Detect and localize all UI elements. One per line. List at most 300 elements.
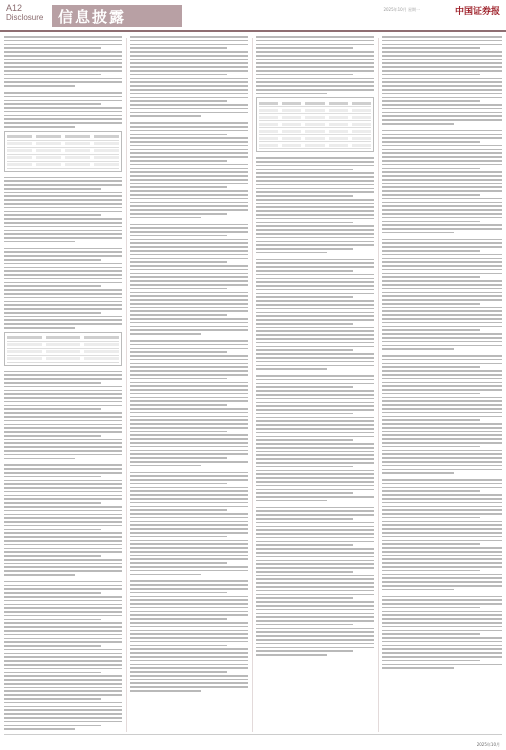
text-line <box>382 378 502 380</box>
text-line <box>130 400 248 402</box>
text-line <box>130 171 248 173</box>
text-line <box>4 390 122 392</box>
text-line <box>256 560 374 562</box>
text-line <box>4 263 122 265</box>
text-line <box>130 416 248 418</box>
text-line <box>382 307 502 309</box>
text-line <box>4 634 122 636</box>
text-line <box>382 261 502 263</box>
text-line <box>4 122 122 124</box>
text-line <box>4 188 101 190</box>
table-cell <box>282 116 301 119</box>
text-line <box>130 97 248 99</box>
text-line <box>256 556 374 558</box>
text-line <box>4 502 101 504</box>
text-line <box>382 589 454 591</box>
text-line <box>382 648 502 650</box>
text-line <box>4 548 122 550</box>
text-line <box>256 312 374 314</box>
text-line <box>382 292 502 294</box>
text-line <box>382 250 480 252</box>
text-line <box>256 244 374 246</box>
text-line <box>4 278 122 280</box>
text-line <box>130 385 248 387</box>
text-line <box>382 100 480 102</box>
text-line <box>256 552 374 554</box>
table-cell <box>352 116 371 119</box>
text-line <box>130 122 248 124</box>
text-line <box>382 341 502 343</box>
text-line <box>256 74 353 76</box>
text-line <box>4 529 101 531</box>
text-line <box>4 222 122 224</box>
text-line <box>130 599 248 601</box>
text-line <box>130 562 227 564</box>
text-line <box>4 690 122 692</box>
text-line <box>130 543 248 545</box>
table-cell <box>36 149 61 152</box>
text-line <box>382 276 480 278</box>
text-line <box>4 725 101 727</box>
text-line <box>130 224 248 226</box>
text-line <box>382 47 480 49</box>
column-divider <box>252 38 253 732</box>
text-line <box>130 517 248 519</box>
text-line <box>382 660 480 662</box>
text-line <box>130 423 248 425</box>
text-line <box>256 203 374 205</box>
text-line <box>130 641 248 643</box>
text-line <box>130 633 248 635</box>
text-line <box>382 130 502 132</box>
text-line <box>382 446 480 448</box>
text-line <box>256 613 374 615</box>
text-line <box>382 310 502 312</box>
text-line <box>130 479 248 481</box>
text-line <box>130 145 248 147</box>
table-cell <box>84 343 119 346</box>
text-line <box>256 432 374 434</box>
text-line <box>256 188 374 190</box>
text-line <box>4 301 122 303</box>
text-line <box>130 427 248 429</box>
text-line <box>130 431 227 433</box>
text-line <box>130 295 248 297</box>
text-line <box>4 180 122 182</box>
text-line <box>382 78 502 80</box>
text-line <box>4 177 122 179</box>
text-line <box>4 468 122 470</box>
data-table <box>4 332 122 366</box>
text-line <box>4 702 122 704</box>
text-line <box>130 389 248 391</box>
text-line <box>130 596 248 598</box>
text-line <box>130 198 248 200</box>
text-line <box>4 517 122 519</box>
text-line <box>382 209 502 211</box>
text-line <box>256 620 374 622</box>
text-line <box>382 239 502 241</box>
text-line <box>4 203 122 205</box>
text-line <box>382 265 502 267</box>
text-line <box>256 172 374 174</box>
text-line <box>130 74 227 76</box>
text-line <box>256 447 374 449</box>
text-line <box>130 494 248 496</box>
text-line <box>130 622 248 624</box>
text-line <box>130 47 227 49</box>
text-line <box>4 233 122 235</box>
text-line <box>130 412 248 414</box>
text-line <box>382 97 502 99</box>
text-line <box>382 412 502 414</box>
table-cell <box>7 357 42 360</box>
text-line <box>382 329 480 331</box>
text-line <box>382 483 502 485</box>
text-line <box>4 683 122 685</box>
text-column-4 <box>382 36 502 734</box>
text-line <box>256 394 374 396</box>
text-line <box>256 323 353 325</box>
text-line <box>130 547 248 549</box>
text-line <box>130 652 248 654</box>
text-line <box>4 442 122 444</box>
text-line <box>4 458 75 460</box>
text-line <box>256 222 353 224</box>
text-line <box>4 405 122 407</box>
text-line <box>4 675 122 677</box>
text-line <box>130 438 248 440</box>
text-line <box>4 717 122 719</box>
text-line <box>256 176 374 178</box>
text-line <box>130 59 248 61</box>
text-line <box>256 346 374 348</box>
table-row <box>259 128 371 135</box>
text-line <box>256 436 374 438</box>
text-line <box>130 528 248 530</box>
text-line <box>4 649 122 651</box>
text-line <box>130 194 248 196</box>
text-line <box>4 660 122 662</box>
newspaper-name: 中国证券报 <box>454 7 500 17</box>
text-line <box>382 202 502 204</box>
text-line <box>382 487 502 489</box>
text-line <box>256 85 374 87</box>
table-cell <box>7 135 32 138</box>
text-line <box>4 103 101 105</box>
text-line <box>382 175 502 177</box>
text-line <box>382 614 502 616</box>
text-line <box>4 574 75 576</box>
text-line <box>130 566 248 568</box>
text-line <box>256 281 374 283</box>
text-line <box>130 179 248 181</box>
text-line <box>382 108 502 110</box>
text-line <box>4 706 122 708</box>
text-line <box>256 628 374 630</box>
text-line <box>256 417 374 419</box>
table-cell <box>352 137 371 140</box>
text-line <box>256 315 374 317</box>
table-cell <box>94 135 119 138</box>
text-line <box>382 536 502 538</box>
text-line <box>382 558 502 560</box>
text-line <box>256 319 374 321</box>
table-row <box>7 162 119 169</box>
text-line <box>256 365 374 367</box>
text-line <box>4 619 101 621</box>
text-line <box>4 510 122 512</box>
table-cell <box>282 109 301 112</box>
text-line <box>256 514 374 516</box>
text-line <box>382 611 502 613</box>
text-line <box>4 401 122 403</box>
text-line <box>130 648 248 650</box>
text-line <box>130 329 248 331</box>
text-line <box>4 293 122 295</box>
text-line <box>382 55 502 57</box>
text-line <box>130 307 248 309</box>
text-line <box>256 191 374 193</box>
table-cell <box>329 144 348 147</box>
text-line <box>130 310 248 312</box>
text-line <box>130 363 248 365</box>
table-cell <box>259 116 278 119</box>
text-line <box>4 566 122 568</box>
text-line <box>256 330 374 332</box>
table-cell <box>329 130 348 133</box>
text-line <box>382 664 502 666</box>
table-cell <box>65 156 90 159</box>
text-line <box>4 454 122 456</box>
text-line <box>382 213 502 215</box>
table-cell <box>329 116 348 119</box>
text-line <box>382 528 502 530</box>
text-line <box>256 454 374 456</box>
text-line <box>130 254 248 256</box>
text-line <box>4 282 122 284</box>
header-meta: 2025年10月 星期一 <box>383 7 420 12</box>
text-line <box>4 289 122 291</box>
text-line <box>130 370 248 372</box>
text-line <box>256 485 374 487</box>
text-line <box>130 374 248 376</box>
text-line <box>382 221 480 223</box>
text-line <box>4 111 122 113</box>
text-line <box>130 656 248 658</box>
text-line <box>382 389 502 391</box>
text-line <box>382 645 502 647</box>
text-line <box>130 555 248 557</box>
text-line <box>256 338 374 340</box>
text-line <box>382 524 502 526</box>
text-line <box>382 164 502 166</box>
table-cell <box>282 144 301 147</box>
text-line <box>130 213 227 215</box>
text-line <box>130 280 248 282</box>
text-line <box>130 434 248 436</box>
text-line <box>382 295 502 297</box>
text-line <box>130 318 248 320</box>
text-line <box>4 393 122 395</box>
text-line <box>4 386 122 388</box>
text-line <box>4 464 122 466</box>
text-line <box>382 408 502 410</box>
text-line <box>256 544 353 546</box>
text-line <box>256 507 374 509</box>
text-line <box>256 533 374 535</box>
text-line <box>4 653 122 655</box>
article-body <box>4 36 502 734</box>
table-row <box>259 114 371 121</box>
text-line <box>4 641 122 643</box>
text-line <box>256 266 374 268</box>
text-line <box>4 397 122 399</box>
text-line <box>4 308 122 310</box>
text-line <box>4 480 122 482</box>
text-line <box>130 671 227 673</box>
text-line <box>382 393 480 395</box>
text-line <box>4 491 122 493</box>
text-line <box>382 194 480 196</box>
text-line <box>382 85 502 87</box>
text-line <box>130 513 248 515</box>
text-line <box>382 156 502 158</box>
text-line <box>256 594 374 596</box>
text-line <box>382 198 502 200</box>
text-line <box>256 420 374 422</box>
text-line <box>382 469 502 471</box>
text-line <box>382 59 502 61</box>
text-line <box>130 660 248 662</box>
text-line <box>256 270 353 272</box>
text-line <box>256 361 374 363</box>
text-line <box>256 44 374 46</box>
text-line <box>256 368 327 370</box>
text-line <box>382 574 502 576</box>
table-row <box>7 335 119 342</box>
text-line <box>4 559 122 561</box>
text-line <box>256 81 374 83</box>
table-cell <box>84 357 119 360</box>
text-line <box>256 334 374 336</box>
text-line <box>382 303 480 305</box>
text-line <box>130 397 248 399</box>
text-line <box>256 62 374 64</box>
text-line <box>256 635 374 637</box>
table-row <box>7 342 119 349</box>
text-line <box>4 371 122 373</box>
text-line <box>130 558 248 560</box>
text-line <box>130 93 248 95</box>
table-cell <box>36 163 61 166</box>
text-line <box>382 509 502 511</box>
text-line <box>382 599 502 601</box>
text-line <box>4 44 122 46</box>
section-code: A12 <box>6 3 23 13</box>
text-line <box>130 242 248 244</box>
text-line <box>4 218 122 220</box>
text-line <box>130 667 248 669</box>
text-line <box>382 607 480 609</box>
text-line <box>130 108 248 110</box>
text-line <box>130 419 248 421</box>
text-line <box>256 161 374 163</box>
text-line <box>130 303 248 305</box>
text-line <box>4 721 122 723</box>
text-line <box>130 299 248 301</box>
text-line <box>4 255 122 257</box>
text-line <box>4 713 122 715</box>
table-cell <box>7 142 32 145</box>
text-line <box>256 477 374 479</box>
text-line <box>256 424 374 426</box>
table-cell <box>305 123 324 126</box>
text-line <box>256 184 374 186</box>
text-line <box>256 285 374 287</box>
text-line <box>256 157 374 159</box>
text-line <box>382 551 502 553</box>
text-line <box>256 169 353 171</box>
text-line <box>4 412 122 414</box>
text-line <box>382 543 480 545</box>
text-line <box>382 326 502 328</box>
text-line <box>382 318 502 320</box>
text-line <box>256 526 374 528</box>
table-cell <box>259 123 278 126</box>
text-line <box>382 630 502 632</box>
text-line <box>130 506 248 508</box>
text-line <box>130 190 248 192</box>
text-line <box>4 214 101 216</box>
table-cell <box>305 130 324 133</box>
text-line <box>382 581 502 583</box>
text-line <box>256 218 374 220</box>
text-line <box>4 226 122 228</box>
text-line <box>4 563 122 565</box>
text-line <box>4 92 122 94</box>
table-cell <box>7 350 42 353</box>
text-line <box>4 192 122 194</box>
text-line <box>256 537 374 539</box>
text-line <box>130 446 248 448</box>
text-line <box>4 506 122 508</box>
text-line <box>130 261 227 263</box>
text-line <box>130 603 248 605</box>
table-row <box>7 155 119 162</box>
text-line <box>256 274 374 276</box>
text-line <box>256 36 374 38</box>
text-line <box>130 70 248 72</box>
text-line <box>130 502 248 504</box>
text-line <box>382 355 502 357</box>
text-line <box>4 416 122 418</box>
text-line <box>256 70 374 72</box>
section-name: Disclosure <box>6 13 44 22</box>
text-line <box>256 590 374 592</box>
text-line <box>130 217 201 219</box>
text-line <box>382 637 502 639</box>
text-line <box>4 607 122 609</box>
header-rule <box>0 30 506 32</box>
text-line <box>382 540 502 542</box>
table-row <box>259 121 371 128</box>
text-line <box>4 709 122 711</box>
text-line <box>256 605 374 607</box>
text-line <box>130 483 227 485</box>
text-line <box>256 639 374 641</box>
text-line <box>130 276 248 278</box>
